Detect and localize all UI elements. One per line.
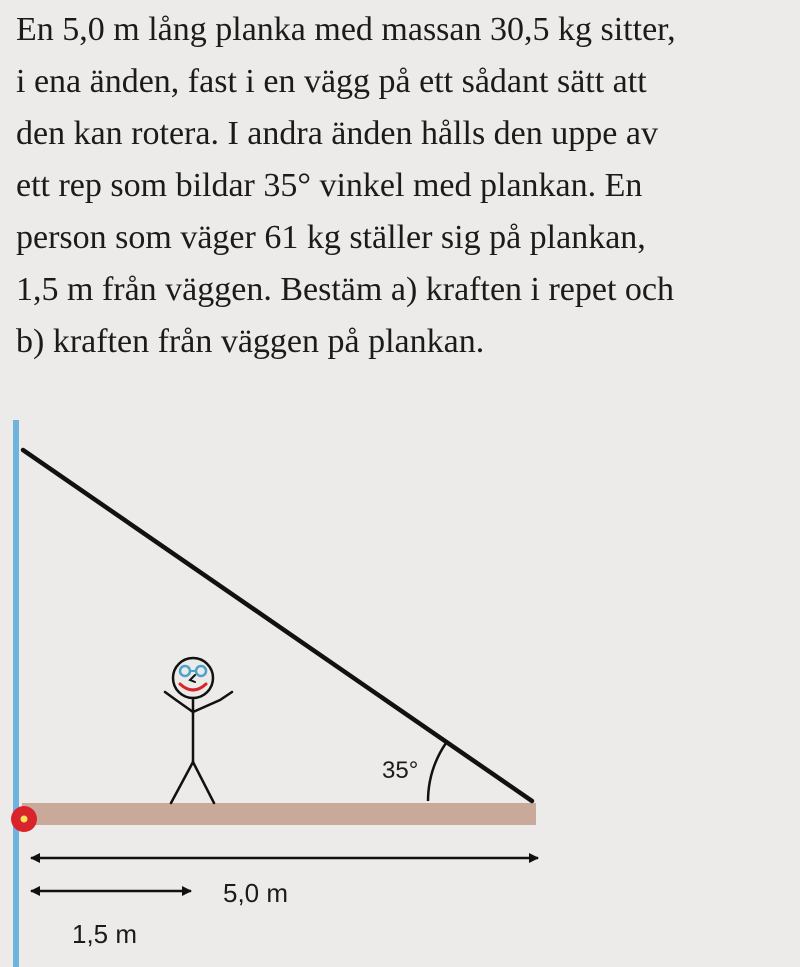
plank: [22, 803, 536, 825]
problem-line: den kan rotera. I andra änden hålls den uppe av: [16, 115, 658, 152]
problem-line: 1,5 m från väggen. Bestäm a) kraften i repet och: [16, 271, 675, 308]
wall: [13, 420, 19, 967]
person-distance-label: 1,5 m: [72, 919, 138, 949]
problem-line: i ena änden, fast i en vägg på ett sådant sätt att: [16, 63, 647, 100]
plank-length-label: 5,0 m: [223, 878, 289, 908]
problem-line: person som väger 61 kg ställer sig på plankan,: [16, 219, 646, 256]
rope: [23, 450, 532, 801]
pivot-hinge: [11, 806, 37, 832]
angle-arc: [428, 743, 446, 801]
problem-line: b) kraften från väggen på plankan.: [16, 323, 485, 360]
angle-label: 35°: [382, 757, 419, 784]
problem-line: En 5,0 m lång planka med massan 30,5 kg sitter,: [16, 11, 676, 48]
person-left-leg: [171, 762, 193, 803]
person-figure: [165, 658, 232, 803]
problem-line: ett rep som bildar 35° vinkel med plankan. En: [16, 167, 643, 204]
person-right-leg: [193, 762, 214, 803]
